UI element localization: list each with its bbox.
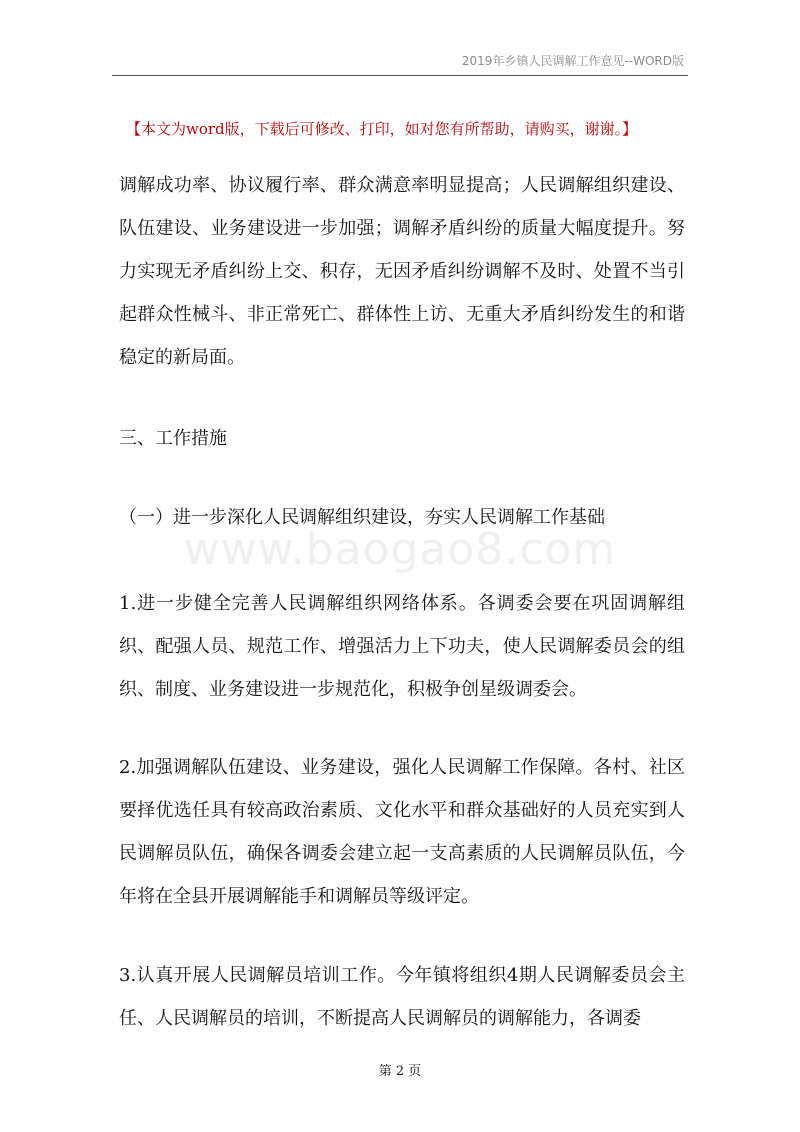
list-item-2: 2.加强调解队伍建设、业务建设，强化人民调解工作保障。各村、社区要择优选任具有较高政治素质、文化水平和群众基础好的人员充实到人民调解员队伍，确保各调委会建立起一支高素质的人民调解员队伍，今年将在全县开展调解能手和调解员等级评定。 <box>119 757 685 907</box>
watermark: www.baogao8.com <box>183 524 617 575</box>
list-item-3: 3.认真开展人民调解员培训工作。今年镇将组织4期人民调解委员会主任、人民调解员的培训，不断提高人民调解员的调解能力，各调委 <box>119 965 685 1029</box>
document-header-title: 2019年乡镇人民调解工作意见--WORD版 <box>461 54 684 68</box>
section-heading: 三、工作措施 <box>119 428 227 449</box>
list-item-1: 1.进一步健全完善人民调解组织网络体系。各调委会要在巩固调解组织、配强人员、规范工作、增强活力上下功夫，使人民调解委员会的组织、制度、业务建设进一步规范化，积极争创星级调委会。 <box>119 593 685 700</box>
purchase-notice: 【本文为word版，下载后可修改、打印，如对您有所帮助，请购买，谢谢。】 <box>126 120 638 138</box>
paragraph-goals: 调解成功率、协议履行率、群众满意率明显提高；人民调解组织建设、队伍建设、业务建设进一步加强；调解矛盾纠纷的质量大幅度提升。努力实现无矛盾纠纷上交、积存，无因矛盾纠纷调解不及时、处置不当引起群众性械斗、非正常死亡、群体性上访、无重大矛盾纠纷发生的和谐稳定的新局面。 <box>119 175 685 368</box>
page-number: 第 2 页 <box>378 1064 422 1079</box>
header-divider <box>112 75 688 76</box>
subsection-heading: （一）进一步深化人民调解组织建设，夯实人民调解工作基础 <box>119 507 605 528</box>
